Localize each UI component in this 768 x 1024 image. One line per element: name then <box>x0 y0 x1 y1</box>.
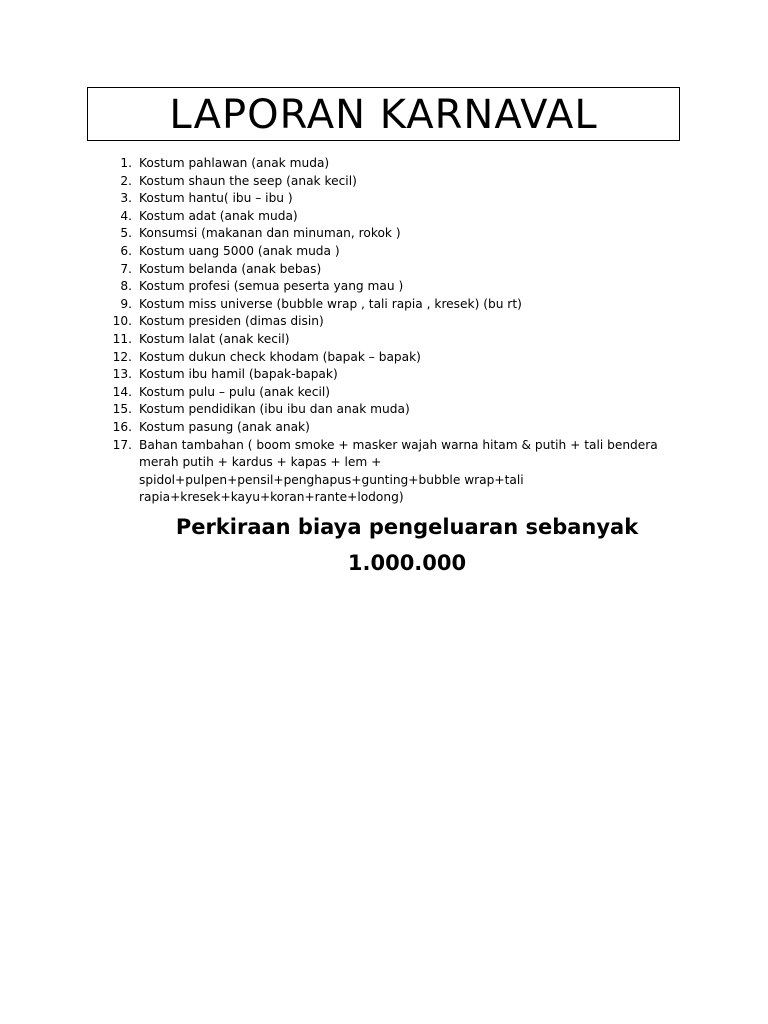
list-item-text: Kostum pendidikan (ibu ibu dan anak muda) <box>139 402 410 417</box>
cost-estimate <box>120 509 694 581</box>
list-item-number: 15. <box>112 402 132 417</box>
list-item-number: 14. <box>112 384 132 399</box>
list-item-number: 7. <box>120 261 132 276</box>
list-item-text: Kostum adat (anak muda) <box>139 208 298 223</box>
list-item <box>100 331 680 349</box>
list-item-text: Kostum profesi (semua peserta yang mau ) <box>139 279 404 294</box>
list-item <box>100 225 680 243</box>
cost-estimate-label: Perkiraan biaya pengeluaran sebanyak <box>175 515 639 539</box>
list-item-number: 11. <box>112 331 132 346</box>
list-item-number: 6. <box>120 243 132 258</box>
list-item-number: 4. <box>120 208 132 223</box>
list-item <box>100 384 680 402</box>
list-item-number: 13. <box>112 367 132 382</box>
list-item <box>100 190 680 208</box>
list-item-text: Kostum shaun the seep (anak kecil) <box>139 173 357 188</box>
list-item-text: Kostum belanda (anak bebas) <box>139 261 322 276</box>
list-item-number: 1. <box>120 156 132 170</box>
list-item-number: 8. <box>120 279 132 294</box>
list-item-text: Bahan tambahan ( boom smoke + masker wajah warna hitam & putih + tali bendera merah putih + kardus + kapas + lem + spidol+pulpen+pensil+penghapus+gunting+bubble wrap+tali rapia+kresek+kayu+koran+rante+lodong) <box>139 437 658 505</box>
list-item-text: Kostum presiden (dimas disin) <box>139 314 324 329</box>
list-item <box>100 437 680 507</box>
list-item-number: 17. <box>112 437 132 452</box>
list-item <box>100 401 680 419</box>
list-item-number: 2. <box>120 173 132 188</box>
list-item-number: 9. <box>120 296 132 311</box>
list-item <box>100 349 680 367</box>
list-item-number: 16. <box>112 419 132 434</box>
list-item <box>100 155 680 173</box>
list-item-text: Kostum hantu( ibu – ibu ) <box>139 191 293 206</box>
list-item <box>100 313 680 331</box>
list-item-text: Kostum uang 5000 (anak muda ) <box>139 243 340 258</box>
list-item-text: Kostum pasung (anak anak) <box>139 419 310 434</box>
list-item <box>100 296 680 314</box>
list-item-text: Konsumsi (makanan dan minuman, rokok ) <box>139 226 401 241</box>
list-item <box>100 208 680 226</box>
list-item-number: 10. <box>112 314 132 329</box>
list-item-text: Kostum dukun check khodam (bapak – bapak) <box>139 349 421 364</box>
list-item-number: 5. <box>120 226 132 241</box>
list-item-text: Kostum lalat (anak kecil) <box>139 331 290 346</box>
list-item-text: Kostum pahlawan (anak muda) <box>139 156 330 170</box>
title-box <box>87 87 680 141</box>
list-item <box>100 243 680 261</box>
list-item-number: 12. <box>112 349 132 364</box>
list-item-text: Kostum ibu hamil (bapak-bapak) <box>139 367 338 382</box>
list-item <box>100 366 680 384</box>
page-title: LAPORAN KARNAVAL <box>169 92 598 138</box>
list-item <box>100 278 680 296</box>
cost-estimate-amount: 1.000.000 <box>347 551 467 575</box>
list-item-text: Kostum pulu – pulu (anak kecil) <box>139 384 330 399</box>
list-item <box>100 173 680 191</box>
list-item-text: Kostum miss universe (bubble wrap , tali rapia , kresek) (bu rt) <box>139 296 522 311</box>
list-item <box>100 261 680 279</box>
item-list <box>100 155 680 507</box>
list-item <box>100 419 680 437</box>
list-item-number: 3. <box>120 191 132 206</box>
